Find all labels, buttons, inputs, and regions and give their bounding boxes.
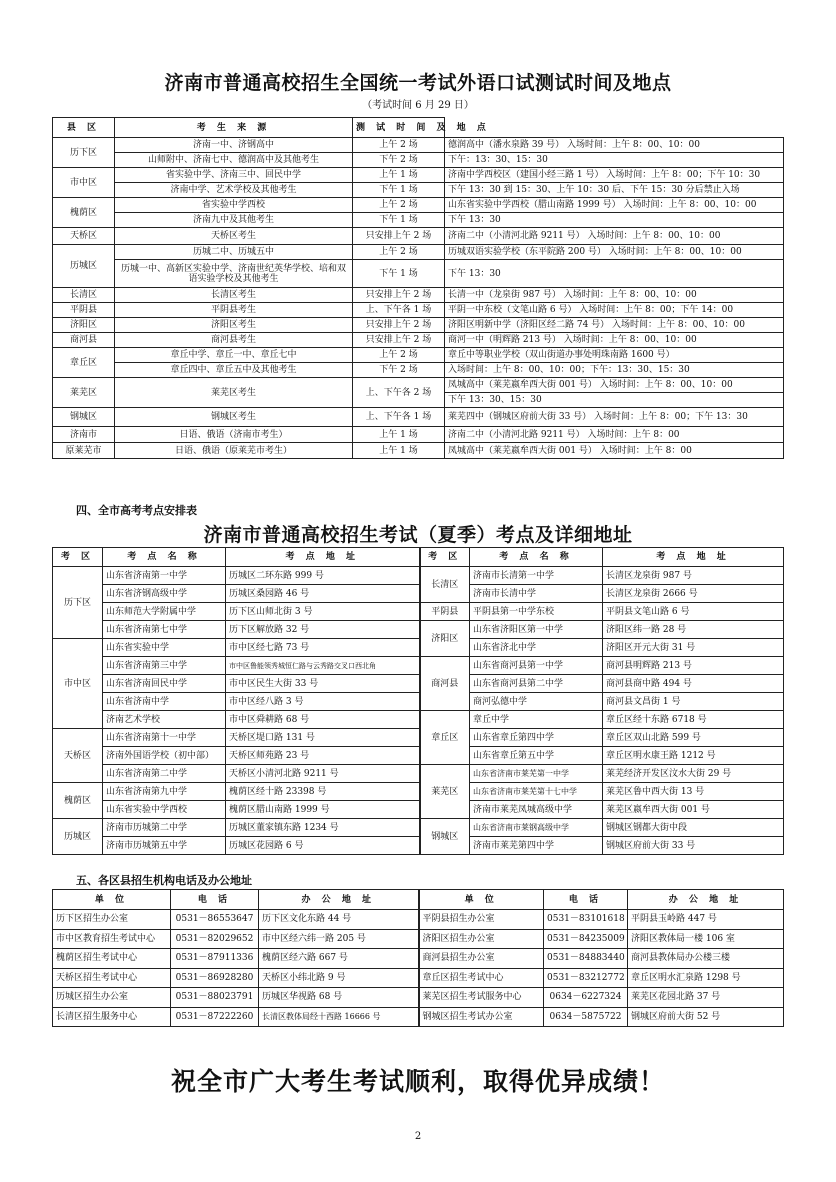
exam-district-cell: 槐荫区 (53, 783, 103, 819)
office-phone: 0531－83212772 (544, 968, 628, 988)
district-cell: 原莱芜市 (53, 443, 115, 459)
exam-site-name: 山东省济南市莱芜第十七中学 (470, 783, 603, 801)
time-location-cell: 凤城高中（莱芜嬴牟西大街 001 号） 入场时间：上午 8：00 (445, 443, 784, 459)
office-phone: 0531－86928280 (171, 968, 259, 988)
time-location-cell: 下午 13：30 (445, 213, 784, 228)
office-address: 商河县教体局办公楼三楼 (628, 949, 784, 969)
exam-site-name: 山东省章丘第五中学 (470, 747, 603, 765)
exam-site-address: 钢城区钢都大街中段 (603, 819, 784, 837)
table-row (53, 1007, 784, 1027)
source-cell: 莱芜区考生 (115, 378, 353, 408)
exam-site-address: 商河县明辉路 213 号 (603, 657, 784, 675)
exam-site-address: 钢城区府前大街 33 号 (603, 837, 784, 855)
office-phone: 0531－84883440 (544, 949, 628, 969)
exam-site-address: 济阳区开元大街 31 号 (603, 639, 784, 657)
office-name: 历下区招生办公室 (53, 910, 171, 930)
table-row (53, 711, 784, 729)
district-cell: 商河县 (53, 333, 115, 348)
source-cell: 历城二中、历城五中 (115, 245, 353, 260)
time-location-cell: 莱芜四中（钢城区府前大街 33 号） 入场时间：上午 8：00；下午 13：30 (445, 408, 784, 427)
session-cell: 下午 1 场 (353, 213, 445, 228)
column-header: 考 点 名 称 (103, 548, 226, 567)
district-cell: 槐荫区 (53, 198, 115, 228)
exam-site-name: 山东省济南第九中学 (103, 783, 226, 801)
exam-site-name: 山东省济南第十一中学 (103, 729, 226, 747)
source-cell: 济阳区考生 (115, 318, 353, 333)
oral-exam-date: （考试时间 6 月 29 日） (362, 100, 474, 111)
office-name: 章丘区招生考试中心 (419, 968, 544, 988)
exam-site-name: 山东省实验中学西校 (103, 801, 226, 819)
exam-site-name: 平阴县第一中学东校 (470, 603, 603, 621)
table-row (53, 729, 784, 747)
time-location-cell: 商河一中（明辉路 213 号） 入场时间：上午 8：00、10：00 (445, 333, 784, 348)
column-header: 县 区 (53, 118, 115, 138)
closing-slogan: 祝全市广大考生考试顺利，取得优异成绩！ (170, 1067, 665, 1096)
exam-site-name: 山东师范大学附属中学 (103, 603, 226, 621)
exam-site-address: 平阴县文笔山路 6 号 (603, 603, 784, 621)
exam-site-address: 济阳区纬一路 28 号 (603, 621, 784, 639)
district-cell: 莱芜区 (53, 378, 115, 408)
source-cell: 山师附中、济南七中、德润高中及其他考生 (115, 153, 353, 168)
table-row (53, 801, 784, 819)
exam-site-address: 市中区舜耕路 68 号 (226, 711, 420, 729)
exam-district-cell: 济阳区 (420, 621, 470, 657)
column-header: 考 生 来 源 (115, 118, 353, 138)
table-row (53, 183, 784, 198)
source-cell: 省实验中学西校 (115, 198, 353, 213)
office-name: 历城区招生办公室 (53, 988, 171, 1008)
table-row (53, 153, 784, 168)
session-cell: 只安排上午 2 场 (353, 318, 445, 333)
session-cell: 上午 1 场 (353, 443, 445, 459)
session-cell: 下午 2 场 (353, 363, 445, 378)
office-phone: 0634－6227324 (544, 988, 628, 1008)
exam-site-name: 济南市莱芜凤城高级中学 (470, 801, 603, 819)
exam-site-name: 山东省济南第七中学 (103, 621, 226, 639)
office-phone: 0531－82029652 (171, 929, 259, 949)
column-header: 办 公 地 址 (259, 890, 419, 910)
session-cell: 只安排上午 2 场 (353, 288, 445, 303)
exam-site-name: 山东省济南第一中学 (103, 567, 226, 585)
table-row (53, 288, 784, 303)
column-header: 电 话 (171, 890, 259, 910)
district-cell: 天桥区 (53, 228, 115, 245)
district-cell: 历下区 (53, 138, 115, 168)
page-number: 2 (414, 1131, 422, 1142)
table-row (53, 621, 784, 639)
office-phone: 0531－83101618 (544, 910, 628, 930)
exam-site-address: 市中区鲁能领秀城恒仁路与云秀路交叉口西北角 (226, 657, 420, 675)
source-cell: 省实验中学、济南三中、回民中学 (115, 168, 353, 183)
office-address: 钢城区府前大街 52 号 (628, 1007, 784, 1027)
source-cell: 济南一中、济钢高中 (115, 138, 353, 153)
exam-site-address: 槐荫区经十路 23398 号 (226, 783, 420, 801)
table-row (53, 408, 784, 427)
oral-exam-title: 济南市普通高校招生全国统一考试外语口试测试时间及地点 (164, 72, 672, 94)
table-row (53, 910, 784, 930)
office-name: 长清区招生服务中心 (53, 1007, 171, 1027)
exam-site-address: 天桥区师苑路 23 号 (226, 747, 420, 765)
table-row (53, 765, 784, 783)
source-cell: 商河县考生 (115, 333, 353, 348)
table-row (53, 929, 784, 949)
office-phone: 0531－86553647 (171, 910, 259, 930)
time-location-cell: 凤城高中（莱芜嬴牟西大街 001 号） 入场时间：上午 8：00、10：00 (445, 378, 784, 393)
office-name: 莱芜区招生考试服务中心 (419, 988, 544, 1008)
column-header: 办 公 地 址 (628, 890, 784, 910)
exam-site-name: 山东省济南中学 (103, 693, 226, 711)
table-row (53, 585, 784, 603)
exam-site-name: 济南市历城第二中学 (103, 819, 226, 837)
time-location-cell: 山东省实验中学西校（腊山南路 1999 号） 入场时间：上午 8：00、10：00 (445, 198, 784, 213)
table-row (53, 378, 784, 393)
session-cell: 上午 2 场 (353, 348, 445, 363)
section-5-heading: 五、各区县招生机构电话及办公地址 (76, 874, 252, 887)
office-phone: 0531－87222260 (171, 1007, 259, 1027)
office-address: 天桥区小纬北路 9 号 (259, 968, 419, 988)
table-row (53, 303, 784, 318)
table-row (53, 348, 784, 363)
office-name: 商河县招生办公室 (419, 949, 544, 969)
exam-district-cell: 章丘区 (420, 711, 470, 765)
table-row (53, 819, 784, 837)
time-location-cell: 济南二中（小清河北路 9211 号） 入场时间：上午 8：00、10：00 (445, 228, 784, 245)
table-row (53, 198, 784, 213)
table-row (53, 567, 784, 585)
table-row (53, 988, 784, 1008)
exam-site-address: 历城区桑园路 46 号 (226, 585, 420, 603)
exam-site-address: 莱芜区鲁中西大街 13 号 (603, 783, 784, 801)
time-location-cell: 德润高中（潘水泉路 39 号） 入场时间：上午 8：00、10：00 (445, 138, 784, 153)
source-cell: 历城一中、高新区实验中学、济南世纪英华学校、培和双语实验学校及其他考生 (115, 260, 353, 288)
column-header: 考 点 地 址 (603, 548, 784, 567)
district-cell: 济阳区 (53, 318, 115, 333)
session-cell: 上、下午各 1 场 (353, 303, 445, 318)
exam-site-name: 山东省实验中学 (103, 639, 226, 657)
exam-site-name: 山东省商河县第二中学 (470, 675, 603, 693)
time-location-cell: 济南二中（小清河北路 9211 号） 入场时间：上午 8：00 (445, 427, 784, 443)
table-row (53, 318, 784, 333)
office-address: 长清区教体局经十西路 16666 号 (259, 1007, 419, 1027)
column-header: 考 区 (53, 548, 103, 567)
district-cell: 历城区 (53, 245, 115, 288)
exam-site-address: 长清区龙泉街 987 号 (603, 567, 784, 585)
session-cell: 下午 2 场 (353, 153, 445, 168)
exam-site-address: 章丘区双山北路 599 号 (603, 729, 784, 747)
office-address: 济阳区教体局一楼 106 室 (628, 929, 784, 949)
exam-site-address: 天桥区堤口路 131 号 (226, 729, 420, 747)
source-cell: 章丘中学、章丘一中、章丘七中 (115, 348, 353, 363)
time-location-cell: 平阴一中东校（文笔山路 6 号） 入场时间：上午 8：00；下午 14：00 (445, 303, 784, 318)
exam-site-name: 济南外国语学校（初中部） (103, 747, 226, 765)
session-cell: 上午 1 场 (353, 168, 445, 183)
exam-site-name: 济南市莱芜第四中学 (470, 837, 603, 855)
office-phone: 0531－87911336 (171, 949, 259, 969)
exam-district-cell: 历城区 (53, 819, 103, 855)
time-location-cell: 下午 13：30、15：30 (445, 393, 784, 408)
exam-site-address: 历下区解放路 32 号 (226, 621, 420, 639)
table-row (53, 443, 784, 459)
office-name: 天桥区招生考试中心 (53, 968, 171, 988)
exam-site-address: 槐荫区腊山南路 1999 号 (226, 801, 420, 819)
table-row (53, 228, 784, 245)
session-cell: 上午 2 场 (353, 198, 445, 213)
time-location-cell: 入场时间：上午 8：00、10：00；下午：13：30、15：30 (445, 363, 784, 378)
exam-district-cell: 市中区 (53, 639, 103, 729)
exam-district-cell: 历下区 (53, 567, 103, 639)
time-location-cell: 济阳区明新中学（济阳区经二路 74 号） 入场时间：上午 8：00、10：00 (445, 318, 784, 333)
exam-site-address: 市中区经七路 73 号 (226, 639, 420, 657)
office-name: 槐荫区招生考试中心 (53, 949, 171, 969)
table-row (53, 138, 784, 153)
exam-site-address: 长清区龙泉街 2666 号 (603, 585, 784, 603)
column-header: 测 试 时 间 及 地 点 (353, 118, 445, 138)
exam-site-address: 历城区花园路 6 号 (226, 837, 420, 855)
exam-site-name: 山东省济阳区第一中学 (470, 621, 603, 639)
office-address: 章丘区明水汇泉路 1298 号 (628, 968, 784, 988)
source-cell: 平阴县考生 (115, 303, 353, 318)
exam-district-cell: 长清区 (420, 567, 470, 603)
source-cell: 济南九中及其他考生 (115, 213, 353, 228)
office-phone: 0531－84235009 (544, 929, 628, 949)
exam-site-address: 商河县文昌街 1 号 (603, 693, 784, 711)
office-phone: 0531－88023791 (171, 988, 259, 1008)
table-row (53, 333, 784, 348)
column-header: 考 点 地 址 (226, 548, 420, 567)
exam-district-cell: 钢城区 (420, 819, 470, 855)
session-cell: 下午 1 场 (353, 260, 445, 288)
table-row (53, 747, 784, 765)
table-row (53, 245, 784, 260)
time-location-cell: 下午 13：30 到 15：30、上午 10：30 后、下午 15：30 分后禁止入场 (445, 183, 784, 198)
source-cell: 钢城区考生 (115, 408, 353, 427)
office-contacts-table (52, 889, 784, 1027)
exam-site-name: 商河弘德中学 (470, 693, 603, 711)
exam-site-name: 山东省济北中学 (470, 639, 603, 657)
exam-site-address: 历城区董家镇东路 1234 号 (226, 819, 420, 837)
table-row (53, 168, 784, 183)
exam-site-name: 山东省章丘第四中学 (470, 729, 603, 747)
source-cell: 日语、俄语（原莱芜市考生） (115, 443, 353, 459)
office-name: 济阳区招生办公室 (419, 929, 544, 949)
time-location-cell: 下午：13：30、15：30 (445, 153, 784, 168)
exam-site-name: 山东省商河县第一中学 (470, 657, 603, 675)
table-row (53, 363, 784, 378)
district-cell: 平阴县 (53, 303, 115, 318)
table-row (53, 968, 784, 988)
session-cell: 上、下午各 1 场 (353, 408, 445, 427)
exam-site-address: 历下区山师北街 3 号 (226, 603, 420, 621)
exam-site-name: 章丘中学 (470, 711, 603, 729)
exam-site-address: 商河县商中路 494 号 (603, 675, 784, 693)
office-address: 槐荫区经六路 667 号 (259, 949, 419, 969)
exam-site-address: 市中区经八路 3 号 (226, 693, 420, 711)
office-phone: 0634－5875722 (544, 1007, 628, 1027)
office-address: 历城区华视路 68 号 (259, 988, 419, 1008)
exam-site-name: 山东省济南第二中学 (103, 765, 226, 783)
exam-site-address: 莱芜区嬴牟西大街 001 号 (603, 801, 784, 819)
exam-site-name: 山东省济南第三中学 (103, 657, 226, 675)
session-cell: 上午 1 场 (353, 427, 445, 443)
table-row (53, 675, 784, 693)
office-name: 钢城区招生考试办公室 (419, 1007, 544, 1027)
district-cell: 市中区 (53, 168, 115, 198)
table-row (53, 837, 784, 855)
source-cell: 天桥区考生 (115, 228, 353, 245)
exam-district-cell: 商河县 (420, 657, 470, 711)
time-location-cell: 章丘中等职业学校（双山街道办事处明珠南路 1600 号） (445, 348, 784, 363)
office-name: 市中区教育招生考试中心 (53, 929, 171, 949)
table-row (53, 427, 784, 443)
office-address: 莱芜区花园北路 37 号 (628, 988, 784, 1008)
exam-district-cell: 天桥区 (53, 729, 103, 783)
source-cell: 日语、俄语（济南市考生） (115, 427, 353, 443)
district-cell: 长清区 (53, 288, 115, 303)
exam-site-address: 莱芜经济开发区汶水大街 29 号 (603, 765, 784, 783)
column-header: 电 话 (544, 890, 628, 910)
office-name: 平阴县招生办公室 (419, 910, 544, 930)
exam-site-name: 山东省济南市莱芜第一中学 (470, 765, 603, 783)
session-cell: 上午 2 场 (353, 138, 445, 153)
section-4-heading: 四、全市高考考点安排表 (76, 504, 197, 517)
exam-site-name: 山东省济钢高级中学 (103, 585, 226, 603)
exam-site-address: 历城区二环东路 999 号 (226, 567, 420, 585)
column-header: 单 位 (53, 890, 171, 910)
exam-site-address: 市中区民生大街 33 号 (226, 675, 420, 693)
exam-site-address: 天桥区小清河北路 9211 号 (226, 765, 420, 783)
table-row (53, 260, 784, 288)
office-address: 历下区文化东路 44 号 (259, 910, 419, 930)
column-header: 考 点 名 称 (470, 548, 603, 567)
source-cell: 长清区考生 (115, 288, 353, 303)
district-cell: 章丘区 (53, 348, 115, 378)
table-row (53, 639, 784, 657)
district-cell: 钢城区 (53, 408, 115, 427)
source-cell: 济南中学、艺术学校及其他考生 (115, 183, 353, 198)
time-location-cell: 下午 13：30 (445, 260, 784, 288)
office-address: 平阴县玉岭路 447 号 (628, 910, 784, 930)
table-row (53, 603, 784, 621)
time-location-cell: 历城双语实验学校（东平院路 200 号） 入场时间：上午 8：00、10：00 (445, 245, 784, 260)
session-cell: 上午 2 场 (353, 245, 445, 260)
exam-sites-table (52, 547, 784, 855)
exam-sites-title: 济南市普通高校招生考试（夏季）考点及详细地址 (203, 524, 633, 546)
exam-site-address: 章丘区经十东路 6718 号 (603, 711, 784, 729)
session-cell: 只安排上午 2 场 (353, 228, 445, 245)
table-row (53, 693, 784, 711)
table-row (53, 949, 784, 969)
time-location-cell: 济南中学西校区（建国小经三路 1 号） 入场时间：上午 8：00；下午 10：30 (445, 168, 784, 183)
exam-site-name: 济南市历城第五中学 (103, 837, 226, 855)
column-header: 单 位 (419, 890, 544, 910)
column-header: 考 区 (420, 548, 470, 567)
oral-exam-table (52, 117, 784, 459)
office-address: 市中区经六纬一路 205 号 (259, 929, 419, 949)
session-cell: 下午 1 场 (353, 183, 445, 198)
table-row (53, 783, 784, 801)
exam-site-name: 山东省济南回民中学 (103, 675, 226, 693)
source-cell: 章丘四中、章丘五中及其他考生 (115, 363, 353, 378)
session-cell: 只安排上午 2 场 (353, 333, 445, 348)
exam-site-name: 济南市长清中学 (470, 585, 603, 603)
exam-site-name: 山东省济南市莱钢高级中学 (470, 819, 603, 837)
table-row (53, 213, 784, 228)
table-row (53, 657, 784, 675)
time-location-cell: 长清一中（龙泉街 987 号） 入场时间：上午 8：00、10：00 (445, 288, 784, 303)
exam-site-name: 济南艺术学校 (103, 711, 226, 729)
exam-site-name: 济南市长清第一中学 (470, 567, 603, 585)
exam-district-cell: 莱芜区 (420, 765, 470, 819)
exam-district-cell: 平阴县 (420, 603, 470, 621)
session-cell: 上、下午各 2 场 (353, 378, 445, 408)
exam-site-address: 章丘区明水康王路 1212 号 (603, 747, 784, 765)
district-cell: 济南市 (53, 427, 115, 443)
